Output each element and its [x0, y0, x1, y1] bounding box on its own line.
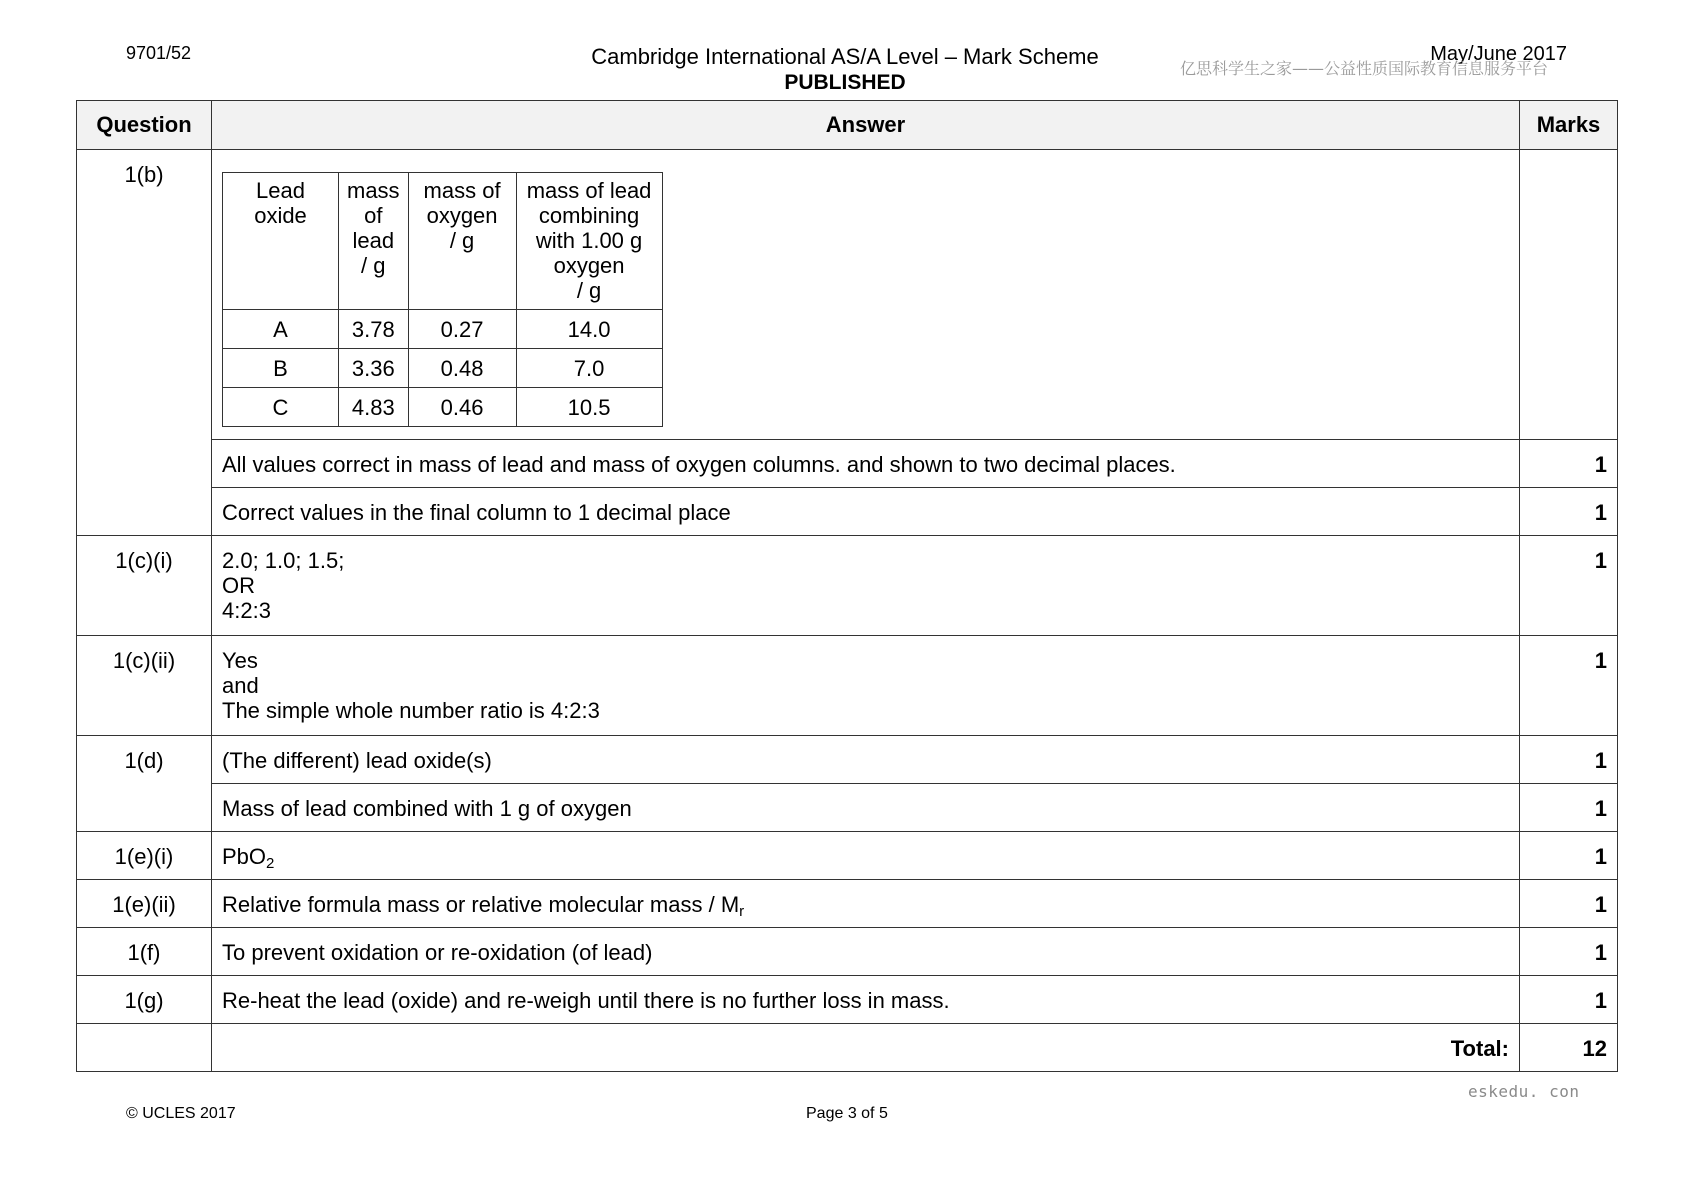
table-row [77, 488, 1618, 536]
total-value: 12 [1520, 1024, 1618, 1072]
answer-text: 2.0; 1.0; 1.5; OR 4:2:3 [212, 536, 1520, 636]
answer-column-header: Answer [212, 101, 1520, 150]
question-number: 1(e)(i) [77, 832, 212, 880]
lead-oxide-data-table [222, 172, 663, 427]
document-title: Cambridge International AS/A Level – Mark Scheme [591, 44, 1099, 69]
answer-text: Correct values in the final column to 1 decimal place [212, 488, 1520, 536]
inner-cell: 7.0 [516, 349, 662, 388]
inner-cell: 3.78 [339, 310, 409, 349]
published-label: PUBLISHED [784, 71, 906, 94]
paper-code: 9701/52 [126, 43, 192, 63]
question-column-header: Question [77, 101, 212, 150]
table-row [77, 736, 1618, 784]
question-number: 1(e)(ii) [77, 880, 212, 928]
inner-cell: 0.46 [408, 388, 516, 427]
mark-value: 1 [1520, 488, 1618, 536]
inner-header-mass-combining: mass of lead combining with 1.00 g oxygen / g [516, 173, 662, 310]
question-number: 1(d) [77, 736, 212, 832]
inner-cell: 14.0 [516, 310, 662, 349]
inner-cell: 3.36 [339, 349, 409, 388]
inner-data-row [223, 310, 663, 349]
inner-cell: 10.5 [516, 388, 662, 427]
inner-header-row [223, 173, 663, 310]
lead-oxide-table-cell [212, 150, 1520, 440]
answer-text: To prevent oxidation or re-oxidation (of lead) [212, 928, 1520, 976]
marks-cell-empty [1520, 150, 1618, 440]
table-header-row [77, 101, 1618, 150]
answer-text: Re-heat the lead (oxide) and re-weigh until there is no further loss in mass. [212, 976, 1520, 1024]
mark-scheme-table [76, 100, 1618, 1072]
table-row [77, 636, 1618, 736]
mark-value: 1 [1520, 440, 1618, 488]
answer-text: Yes and The simple whole number ratio is 4:2:3 [212, 636, 1520, 736]
exam-session-date: May/June 2017 [1430, 43, 1567, 65]
inner-header-mass-of-lead: mass of lead / g [339, 173, 409, 310]
mark-value: 1 [1520, 784, 1618, 832]
table-row [77, 536, 1618, 636]
answer-text: (The different) lead oxide(s) [212, 736, 1520, 784]
inner-cell: 0.48 [408, 349, 516, 388]
answer-text: Mass of lead combined with 1 g of oxygen [212, 784, 1520, 832]
inner-cell: B [223, 349, 339, 388]
table-row [77, 784, 1618, 832]
watermark-bottom: eskedu. con [1468, 1082, 1580, 1101]
answer-text: All values correct in mass of lead and mass of oxygen columns. and shown to two decimal places. [212, 440, 1520, 488]
question-number: 1(f) [77, 928, 212, 976]
empty-cell [77, 1024, 212, 1072]
total-label: Total: [212, 1024, 1520, 1072]
inner-cell: 0.27 [408, 310, 516, 349]
table-row [77, 976, 1618, 1024]
inner-cell: C [223, 388, 339, 427]
inner-data-row [223, 388, 663, 427]
inner-cell: A [223, 310, 339, 349]
mark-value: 1 [1520, 976, 1618, 1024]
marks-column-header: Marks [1520, 101, 1618, 150]
mark-value: 1 [1520, 636, 1618, 736]
mark-value: 1 [1520, 832, 1618, 880]
table-row [77, 880, 1618, 928]
question-number: 1(c)(ii) [77, 636, 212, 736]
table-row [77, 150, 1618, 440]
total-row [77, 1024, 1618, 1072]
question-number: 1(b) [77, 150, 212, 536]
table-row [77, 440, 1618, 488]
inner-header-mass-of-oxygen: mass of oxygen / g [408, 173, 516, 310]
watermark-top: 亿思科学生之家——公益性质国际教育信息服务平台 [1180, 59, 1549, 78]
answer-text: PbO$_2$ [212, 832, 1520, 880]
inner-header-lead-oxide: Lead oxide [223, 173, 339, 310]
question-number: 1(c)(i) [77, 536, 212, 636]
table-row [77, 832, 1618, 880]
page-number: Page 3 of 5 [806, 1105, 888, 1122]
question-number: 1(g) [77, 976, 212, 1024]
mark-value: 1 [1520, 736, 1618, 784]
mark-value: 1 [1520, 880, 1618, 928]
copyright-notice: © UCLES 2017 [126, 1105, 236, 1122]
mark-value: 1 [1520, 928, 1618, 976]
answer-text: Relative formula mass or relative molecular mass / $M_r$ [212, 880, 1520, 928]
mark-value: 1 [1520, 536, 1618, 636]
inner-data-row [223, 349, 663, 388]
inner-cell: 4.83 [339, 388, 409, 427]
table-row [77, 928, 1618, 976]
